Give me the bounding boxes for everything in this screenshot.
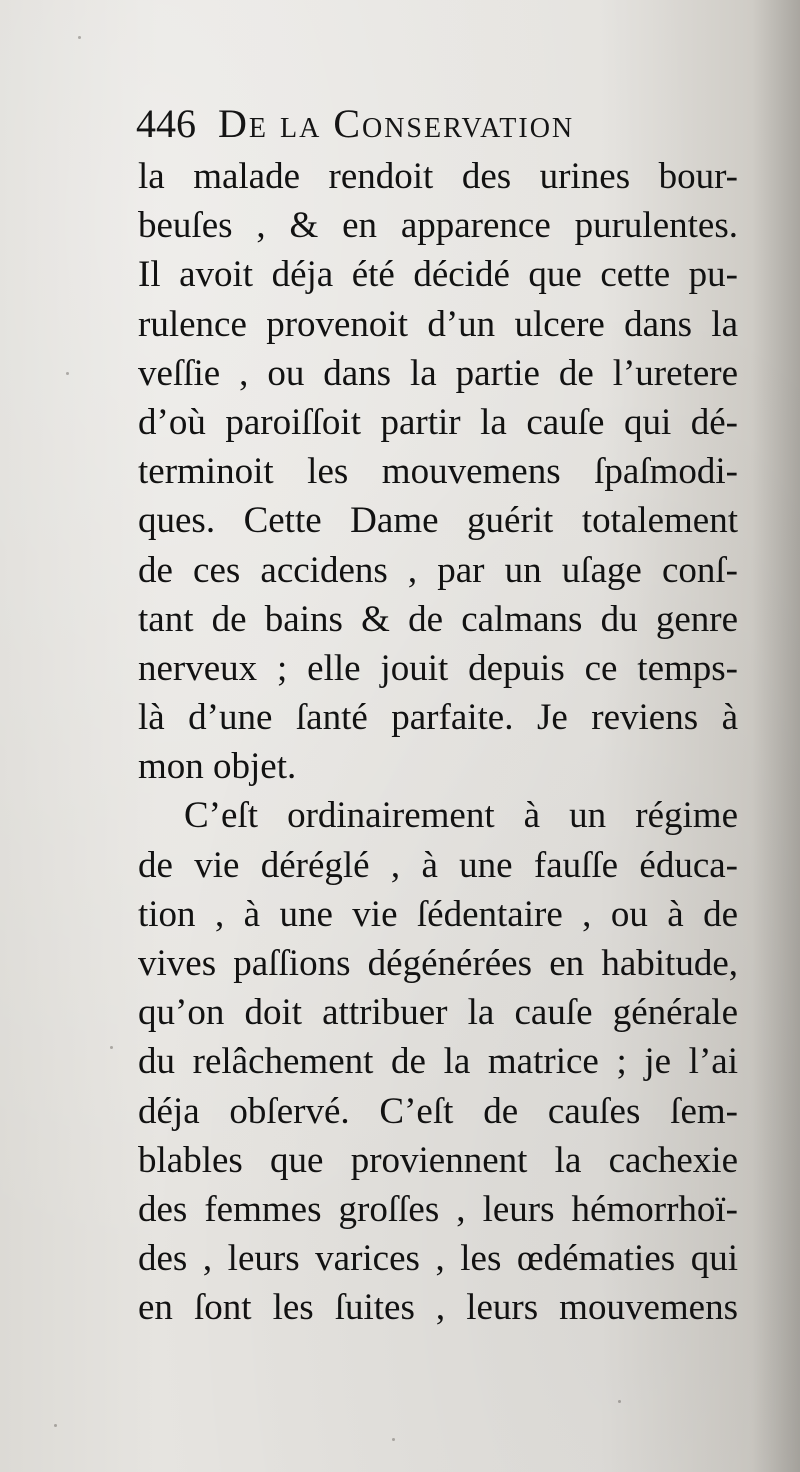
text-line: du relâchement de la matrice ; je l’ai xyxy=(138,1041,738,1083)
text-line: là d’une ſanté parfaite. Je reviens à xyxy=(138,697,738,739)
text-line: en ſont les ſuites , leurs mouvemens xyxy=(138,1287,738,1329)
text-line: nerveux ; elle jouit depuis ce temps- xyxy=(138,647,738,689)
text-line: terminoit les mouvemens ſpaſmodi- xyxy=(138,451,738,493)
text-line: rulence provenoit d’un ulcere dans la xyxy=(138,303,738,345)
text-line: ques. Cette Dame guérit totalement xyxy=(138,500,738,542)
text-line: déja obſervé. C’eſt de cauſes ſem- xyxy=(138,1090,738,1132)
text-line: beuſes , & en apparence purulentes. xyxy=(138,205,738,247)
text-line: qu’on doit attribuer la cauſe générale xyxy=(138,992,738,1034)
text-line: tant de bains & de calmans du genre xyxy=(138,598,738,640)
paper-speck xyxy=(78,36,81,39)
text-line: veſſie , ou dans la partie de l’uretere xyxy=(138,352,738,394)
paper-speck xyxy=(618,1400,621,1403)
running-title: De la Conservation xyxy=(218,101,575,146)
text-line: blables que proviennent la cachexie xyxy=(138,1139,738,1181)
text-line: la malade rendoit des urines bour- xyxy=(138,156,738,197)
running-head xyxy=(136,100,736,150)
text-line: des , leurs varices , les œdématies qui xyxy=(138,1238,738,1280)
text-line: tion , à une vie ſédentaire , ou à de xyxy=(138,893,738,935)
text-line: mon objet. xyxy=(138,746,297,788)
text-line: de vie déréglé , à une fauſſe éduca- xyxy=(138,844,738,886)
text-line: vives paſſions dégénérées en habitude, xyxy=(138,943,738,984)
body-text xyxy=(138,152,738,1333)
paper-speck xyxy=(54,1424,57,1427)
text-line: Il avoit déja été décidé que cette pu- xyxy=(138,254,738,296)
paper-speck xyxy=(66,372,69,375)
paper-speck xyxy=(110,1046,113,1049)
paragraph-first-line: C’eſt ordinairement à un régime xyxy=(184,795,738,837)
text-line: d’où paroiſſoit partir la cauſe qui dé- xyxy=(138,401,738,443)
text-line: des femmes groſſes , leurs hémorrhoï- xyxy=(138,1188,738,1230)
paper-speck xyxy=(392,1438,395,1441)
page-number: 446 xyxy=(136,101,196,146)
text-line: de ces accidens , par un uſage conſ- xyxy=(138,549,738,591)
